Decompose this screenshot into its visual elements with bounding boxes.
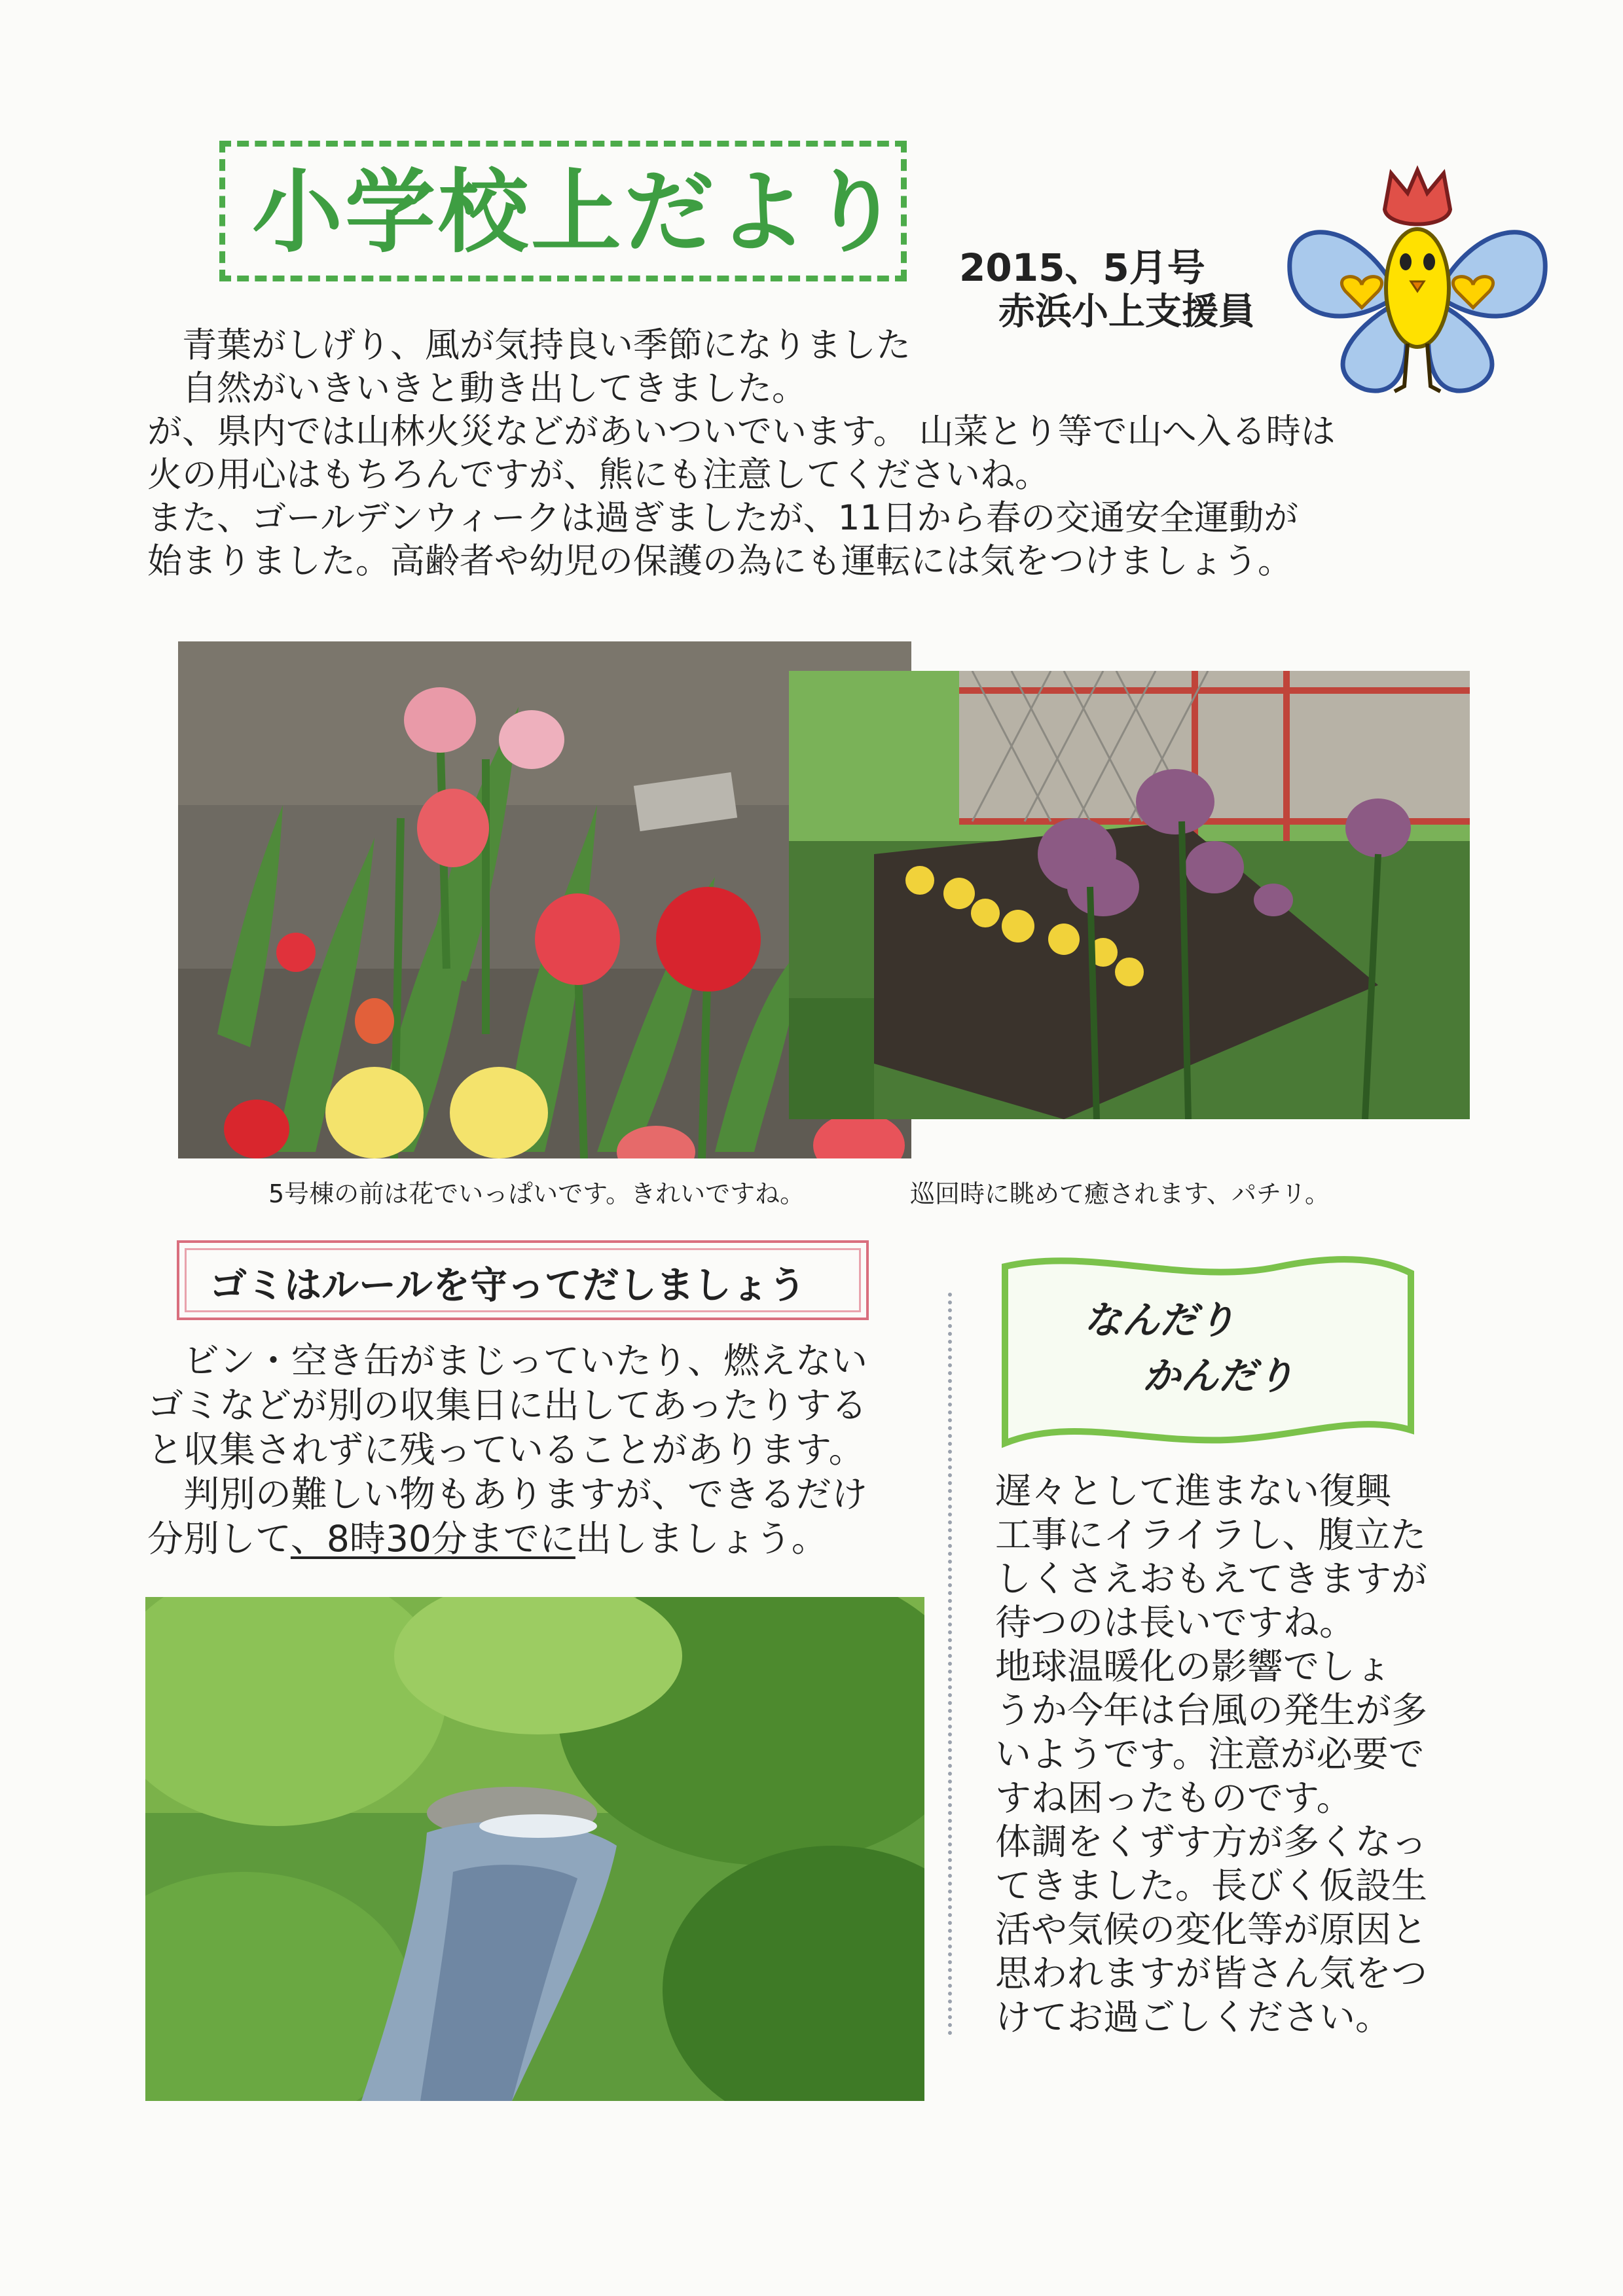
intro-line: が、県内では山林火災などがあいついでいます。 山菜とり等で山へ入る時は xyxy=(147,412,1336,452)
intro-line: 火の用心はもちろんですが、熊にも注意してくださいね。 xyxy=(147,455,1049,495)
sidebar-line: 活や気候の変化等が原因と xyxy=(995,1909,1428,1950)
iris-garden-photo xyxy=(789,671,1470,1119)
issue-date: 2015、5月号 xyxy=(959,245,1205,290)
intro-line: 青葉がしげり、風が気持良い季節になりました xyxy=(147,325,911,365)
garbage-line: と収集されずに残っていることがあります。 xyxy=(147,1429,865,1471)
author-name: 赤浜小上支援員 xyxy=(998,291,1255,333)
intro-paragraph xyxy=(147,324,1489,583)
sidebar-line: 体調をくずす方が多くなっ xyxy=(995,1821,1428,1863)
garbage-line-prefix: 分別して xyxy=(147,1518,291,1560)
garbage-line: 判別の難しい物もありますが、できるだけ xyxy=(147,1473,868,1515)
sidebar-line: 思われますが皆さん気をつ xyxy=(995,1952,1428,1994)
sidebar-line: いようです。注意が必要で xyxy=(995,1733,1425,1775)
intro-line: 始まりました。高齢者や幼児の保護の為にも運転には気をつけましょう。 xyxy=(147,541,1292,581)
intro-line: また、ゴールデンウィークは過ぎましたが、11日から春の交通安全運動が xyxy=(147,498,1299,538)
photo-caption-left: 5号棟の前は花でいっぱいです。きれいですね。 xyxy=(268,1179,805,1208)
garbage-line-suffix: 出しましょう。 xyxy=(575,1518,828,1560)
page-title: 小学校上だより xyxy=(252,160,903,265)
sidebar-line: 遅々として進まない復興 xyxy=(995,1470,1392,1512)
garbage-heading: ゴミはルールを守ってだしましょう xyxy=(210,1264,806,1307)
sidebar-line: 工事にイライラし、腹立た xyxy=(995,1514,1427,1556)
garbage-deadline: 、8時30分までに xyxy=(290,1518,575,1560)
sidebar-line: うか今年は台風の発生が多 xyxy=(995,1689,1428,1731)
garbage-line-last xyxy=(147,1516,920,1561)
sidebar-line: 地球温暖化の影響でしょ xyxy=(995,1645,1392,1687)
sidebar-heading-line1: なんだり xyxy=(1084,1298,1236,1342)
mountain-stream-photo xyxy=(145,1597,924,2101)
sidebar-line: てきました。長びく仮設生 xyxy=(995,1865,1428,1907)
sidebar-paragraph xyxy=(995,1469,1519,2039)
photo-caption-right: 巡回時に眺めて癒されます、パチリ。 xyxy=(910,1179,1330,1208)
sidebar-line: けてお過ごしください。 xyxy=(995,1996,1392,2038)
garbage-line: ビン・空き缶がまじっていたり、燃えない xyxy=(147,1340,868,1382)
intro-line: 自然がいきいきと動き出してきました。 xyxy=(147,368,807,408)
sidebar-line: しくさえおもえてきますが xyxy=(995,1558,1428,1600)
sidebar-line: 待つのは長いですね。 xyxy=(995,1602,1356,1643)
sidebar-line: すね困ったものです。 xyxy=(995,1777,1353,1819)
garbage-paragraph xyxy=(147,1338,920,1561)
column-divider xyxy=(948,1293,952,2036)
garbage-line: ゴミなどが別の収集日に出してあったりする xyxy=(147,1384,867,1426)
sidebar-heading-line2: かんだり xyxy=(1142,1354,1295,1398)
